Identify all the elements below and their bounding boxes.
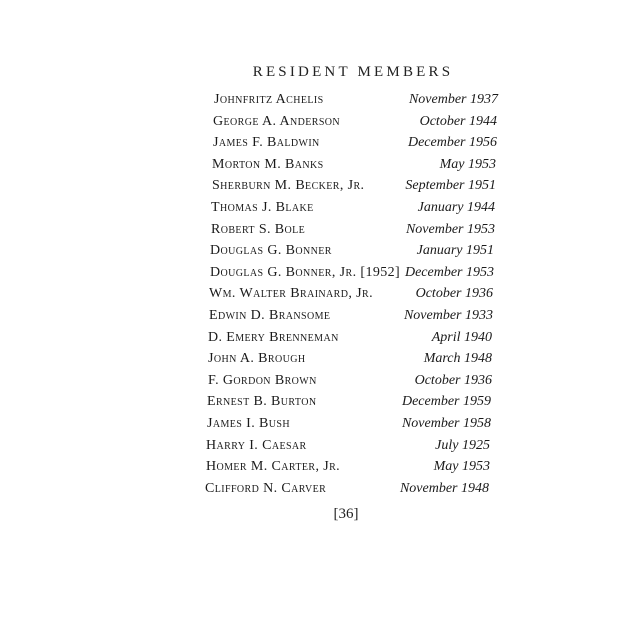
member-row xyxy=(210,243,494,265)
member-row xyxy=(211,222,495,244)
member-name: George A. Anderson xyxy=(213,113,341,129)
member-row xyxy=(209,308,493,330)
member-name: Edwin D. Bransome xyxy=(209,307,331,323)
member-date: October 1936 xyxy=(415,286,493,302)
member-date: May 1953 xyxy=(439,156,496,172)
member-date: April 1940 xyxy=(431,329,492,345)
member-name: Ernest B. Burton xyxy=(207,394,317,410)
member-date: July 1925 xyxy=(435,437,490,453)
member-row xyxy=(211,200,495,222)
member-date: September 1951 xyxy=(405,178,496,194)
member-row xyxy=(205,481,489,503)
member-name: Clifford N. Carver xyxy=(205,480,327,496)
member-date: November 1958 xyxy=(401,415,491,431)
member-name: F. Gordon Brown xyxy=(208,372,317,388)
member-row xyxy=(206,438,490,460)
member-name: Homer M. Carter, Jr. xyxy=(206,459,341,475)
member-row xyxy=(210,265,494,287)
member-date: October 1944 xyxy=(419,113,497,129)
member-name: Thomas J. Blake xyxy=(211,199,314,215)
member-row xyxy=(213,114,497,136)
member-name: Douglas G. Bonner xyxy=(210,243,332,259)
member-name: D. Emery Brenneman xyxy=(208,329,339,345)
member-date: December 1959 xyxy=(401,394,491,410)
member-date: May 1953 xyxy=(433,459,490,475)
member-name: Douglas G. Bonner, Jr. [1952] xyxy=(210,264,401,280)
member-date: October 1936 xyxy=(414,372,492,388)
member-row xyxy=(208,351,492,373)
member-row xyxy=(213,135,497,157)
member-date: November 1937 xyxy=(408,92,498,107)
member-date: December 1956 xyxy=(407,135,497,151)
member-date: November 1933 xyxy=(403,307,493,323)
member-row xyxy=(214,92,498,114)
member-row xyxy=(212,157,496,179)
member-name: Morton M. Banks xyxy=(212,156,324,172)
member-row xyxy=(206,459,490,481)
section-heading: RESIDENT MEMBERS xyxy=(252,64,454,80)
member-row xyxy=(209,286,493,308)
page-number: [36] xyxy=(333,506,359,522)
member-row xyxy=(207,394,491,416)
member-date: March 1948 xyxy=(423,351,492,367)
member-name: Johnfritz Achelis xyxy=(214,92,324,107)
member-row xyxy=(207,416,491,438)
member-date: January 1951 xyxy=(416,243,494,259)
member-name: Sherburn M. Becker, Jr. xyxy=(212,178,365,194)
member-name: Wm. Walter Brainard, Jr. xyxy=(209,286,373,302)
member-date: December 1953 xyxy=(404,264,494,280)
member-name: Robert S. Bole xyxy=(211,221,306,237)
member-row xyxy=(212,178,496,200)
member-name: John A. Brough xyxy=(208,351,306,367)
member-date: January 1944 xyxy=(417,199,495,215)
member-list xyxy=(205,92,498,502)
member-date: November 1948 xyxy=(399,480,489,496)
member-name: Harry I. Caesar xyxy=(206,437,307,453)
member-name: James F. Baldwin xyxy=(213,135,320,151)
member-name: James I. Bush xyxy=(207,415,290,431)
member-row xyxy=(208,330,492,352)
member-row xyxy=(208,373,492,395)
member-date: November 1953 xyxy=(405,221,495,237)
